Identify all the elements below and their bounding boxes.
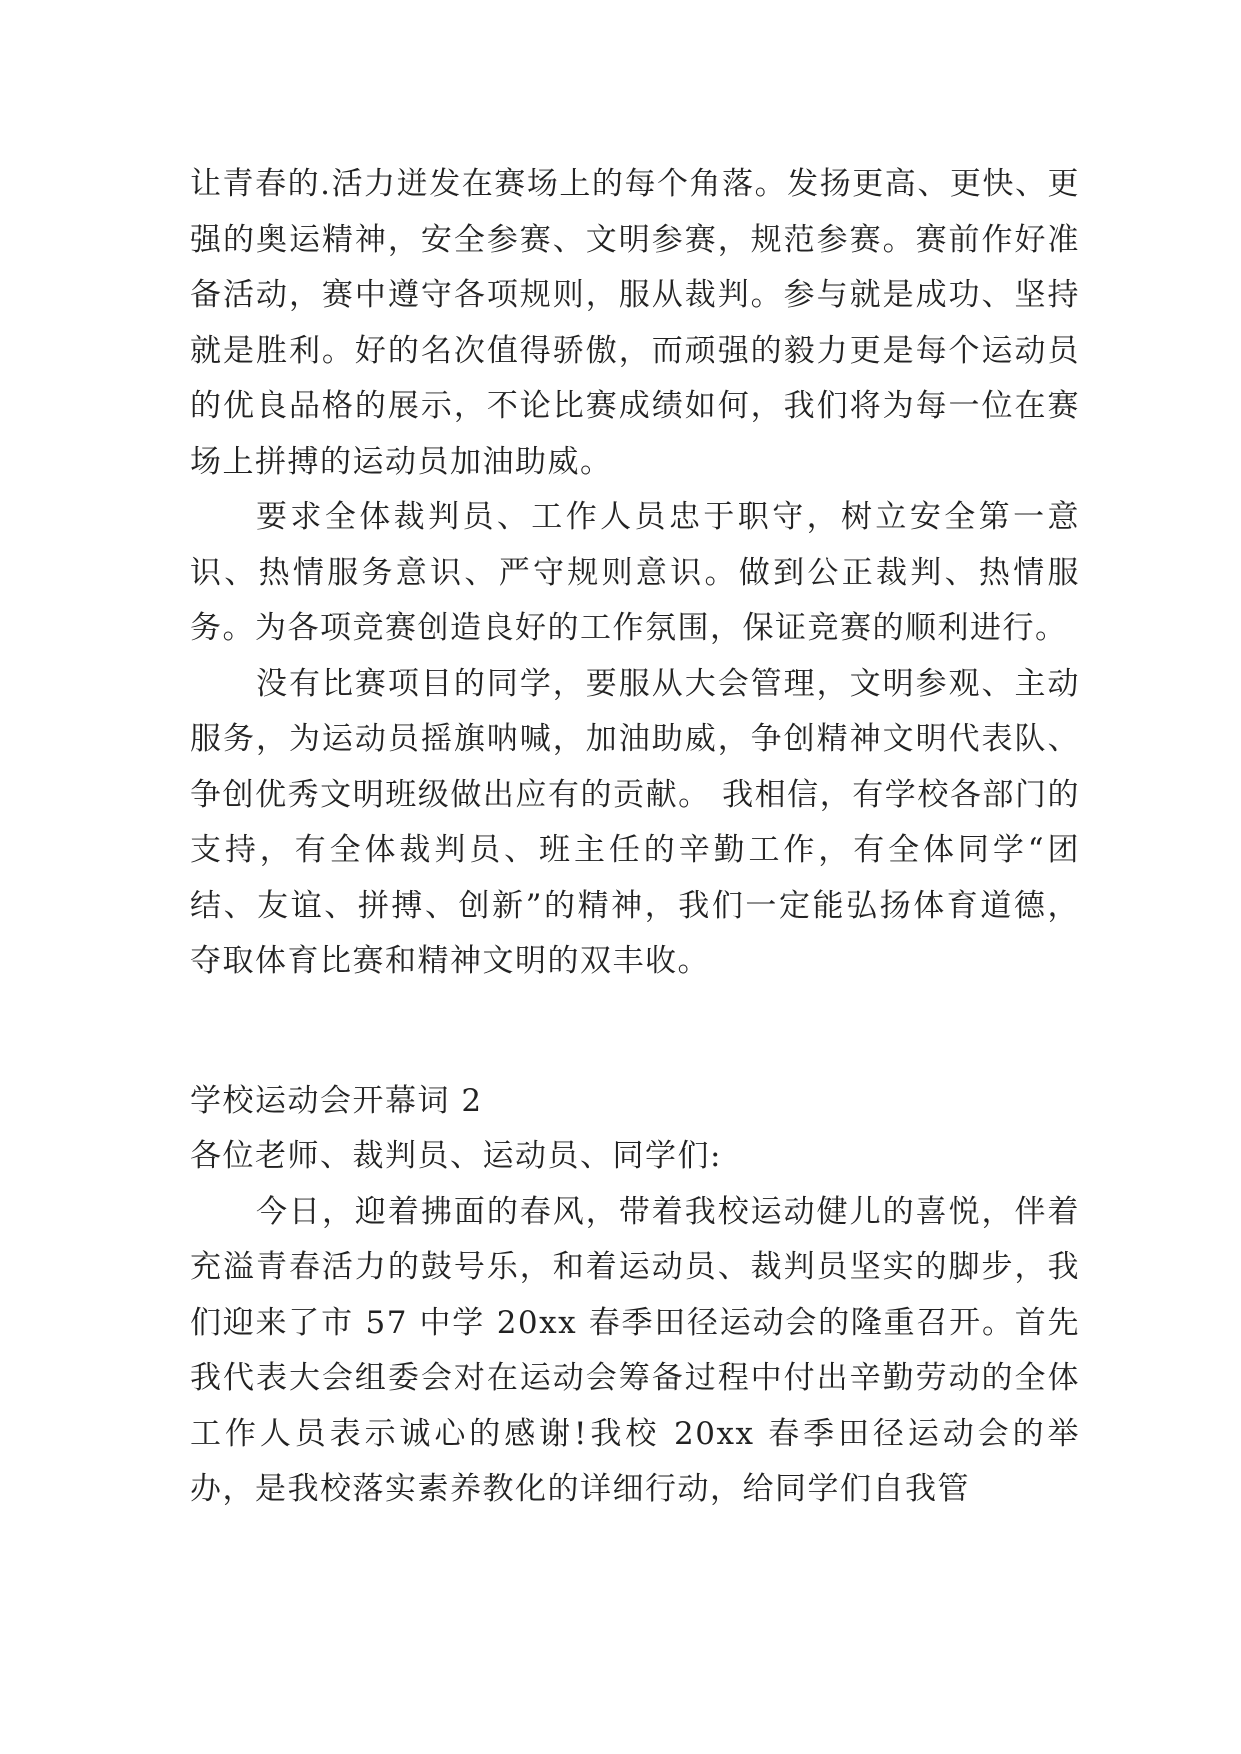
document-body [190,157,1080,1518]
section-title: 学校运动会开幕词 2 [190,1082,483,1119]
salutation: 各位老师、裁判员、运动员、同学们: [190,1138,722,1174]
paragraph-continuation: 让青春的.活力迸发在赛场上的每个角落。发扬更高、更快、更强的奥运精神，安全参赛、文明参赛，规范参赛。赛前作好准备活动，赛中遵守各项规则，服从裁判。参与就是成功、坚持就是胜利。好的名次值得骄傲，而顽强的毅力更是每个运动员的优良品格的展示，不论比赛成绩如何，我们将为每一位在赛场上拼搏的运动员加油助威。 [190,166,1080,480]
paragraph-spectators: 没有比赛项目的同学，要服从大会管理，文明参观、主动服务，为运动员摇旗呐喊，加油助威，争创精神文明代表队、争创优秀文明班级做出应有的贡献。 我相信，有学校各部门的支持，有全体裁判员、班主任的辛勤工作，有全体同学“团结、友谊、拼搏、创新”的精神，我们一定能弘扬体育道德，夺取体育比赛和精神文明的双丰收。 [190,665,1080,979]
paragraph-opening: 今日，迎着拂面的春风，带着我校运动健儿的喜悦，伴着充溢青春活力的鼓号乐，和着运动员、裁判员坚实的脚步，我们迎来了市 57 中学 20xx 春季田径运动会的隆重召开。首先我代表大会组委会对在运动会筹备过程中付出辛勤劳动的全体工作人员表示诚心的感谢!我校 20xx 春季田径运动会的举办，是我校落实素养教化的详细行动，给同学们自我管 [190,1193,1080,1507]
paragraph-referees: 要求全体裁判员、工作人员忠于职守，树立安全第一意识、热情服务意识、严守规则意识。做到公正裁判、热情服务。为各项竞赛创造良好的工作氛围，保证竞赛的顺利进行。 [190,499,1080,646]
section-spacer [190,990,1080,1074]
